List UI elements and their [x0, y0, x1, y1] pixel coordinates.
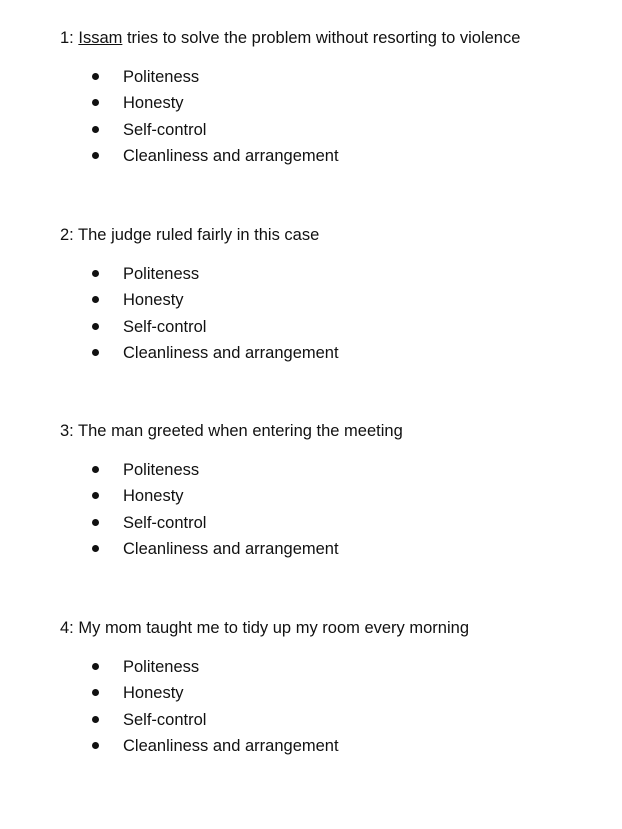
question-2-text — [60, 225, 600, 245]
question-number: 4: — [60, 619, 79, 637]
option-label: Honesty — [123, 291, 184, 310]
bullet-icon — [92, 545, 99, 552]
question-statement: The judge ruled fairly in this case — [78, 226, 320, 244]
option-label: Politeness — [123, 658, 200, 676]
option-self-control — [60, 317, 600, 343]
option-label: Self-control — [123, 317, 207, 336]
option-self-control — [60, 120, 600, 146]
option-label: Cleanliness and arrangement — [123, 539, 339, 558]
question-statement: My mom taught me to tidy up my room every morning — [78, 619, 469, 637]
question-number: 1: — [60, 29, 79, 47]
option-politeness — [60, 67, 600, 93]
question-3-options — [60, 460, 600, 565]
question-2 — [60, 225, 600, 369]
option-cleanliness — [60, 736, 600, 762]
option-honesty — [60, 486, 600, 512]
option-cleanliness — [60, 146, 600, 172]
option-politeness — [60, 657, 600, 683]
question-3-text — [60, 421, 600, 441]
question-number: 2: — [60, 226, 79, 244]
option-label: Cleanliness and arrangement — [123, 343, 339, 362]
question-4 — [60, 618, 600, 762]
option-honesty — [60, 93, 600, 119]
bullet-icon — [92, 663, 99, 670]
bullet-icon — [92, 73, 99, 80]
question-1-options — [60, 67, 600, 172]
bullet-icon — [92, 126, 99, 133]
question-1 — [60, 28, 600, 172]
option-self-control — [60, 710, 600, 736]
option-label: Self-control — [123, 710, 207, 729]
question-1-text — [60, 28, 600, 48]
bullet-icon — [92, 296, 99, 303]
option-label: Self-control — [123, 513, 207, 532]
option-label: Honesty — [123, 487, 184, 506]
bullet-icon — [92, 492, 99, 499]
bullet-icon — [92, 270, 99, 277]
bullet-icon — [92, 519, 99, 526]
bullet-icon — [92, 716, 99, 723]
option-label: Cleanliness and arrangement — [123, 736, 339, 755]
bullet-icon — [92, 466, 99, 473]
question-statement: The man greeted when entering the meeting — [78, 422, 403, 440]
bullet-icon — [92, 99, 99, 106]
option-cleanliness — [60, 343, 600, 369]
bullet-icon — [92, 152, 99, 159]
question-4-text — [60, 618, 600, 638]
option-label: Honesty — [123, 94, 184, 113]
option-label: Honesty — [123, 684, 184, 703]
option-label: Cleanliness and arrangement — [123, 146, 339, 165]
option-politeness — [60, 264, 600, 290]
option-cleanliness — [60, 539, 600, 565]
option-politeness — [60, 460, 600, 486]
option-honesty — [60, 290, 600, 316]
bullet-icon — [92, 349, 99, 356]
bullet-icon — [92, 323, 99, 330]
question-number: 3: — [60, 422, 79, 440]
bullet-icon — [92, 689, 99, 696]
underlined-name: Issam — [78, 29, 123, 47]
option-label: Self-control — [123, 120, 207, 139]
option-honesty — [60, 683, 600, 709]
bullet-icon — [92, 742, 99, 749]
question-2-options — [60, 264, 600, 369]
question-4-options — [60, 657, 600, 762]
option-label: Politeness — [123, 461, 200, 479]
question-3 — [60, 421, 600, 565]
option-label: Politeness — [123, 265, 200, 283]
option-self-control — [60, 513, 600, 539]
option-label: Politeness — [123, 68, 200, 86]
question-statement: tries to solve the problem without resorting to violence — [122, 29, 521, 47]
